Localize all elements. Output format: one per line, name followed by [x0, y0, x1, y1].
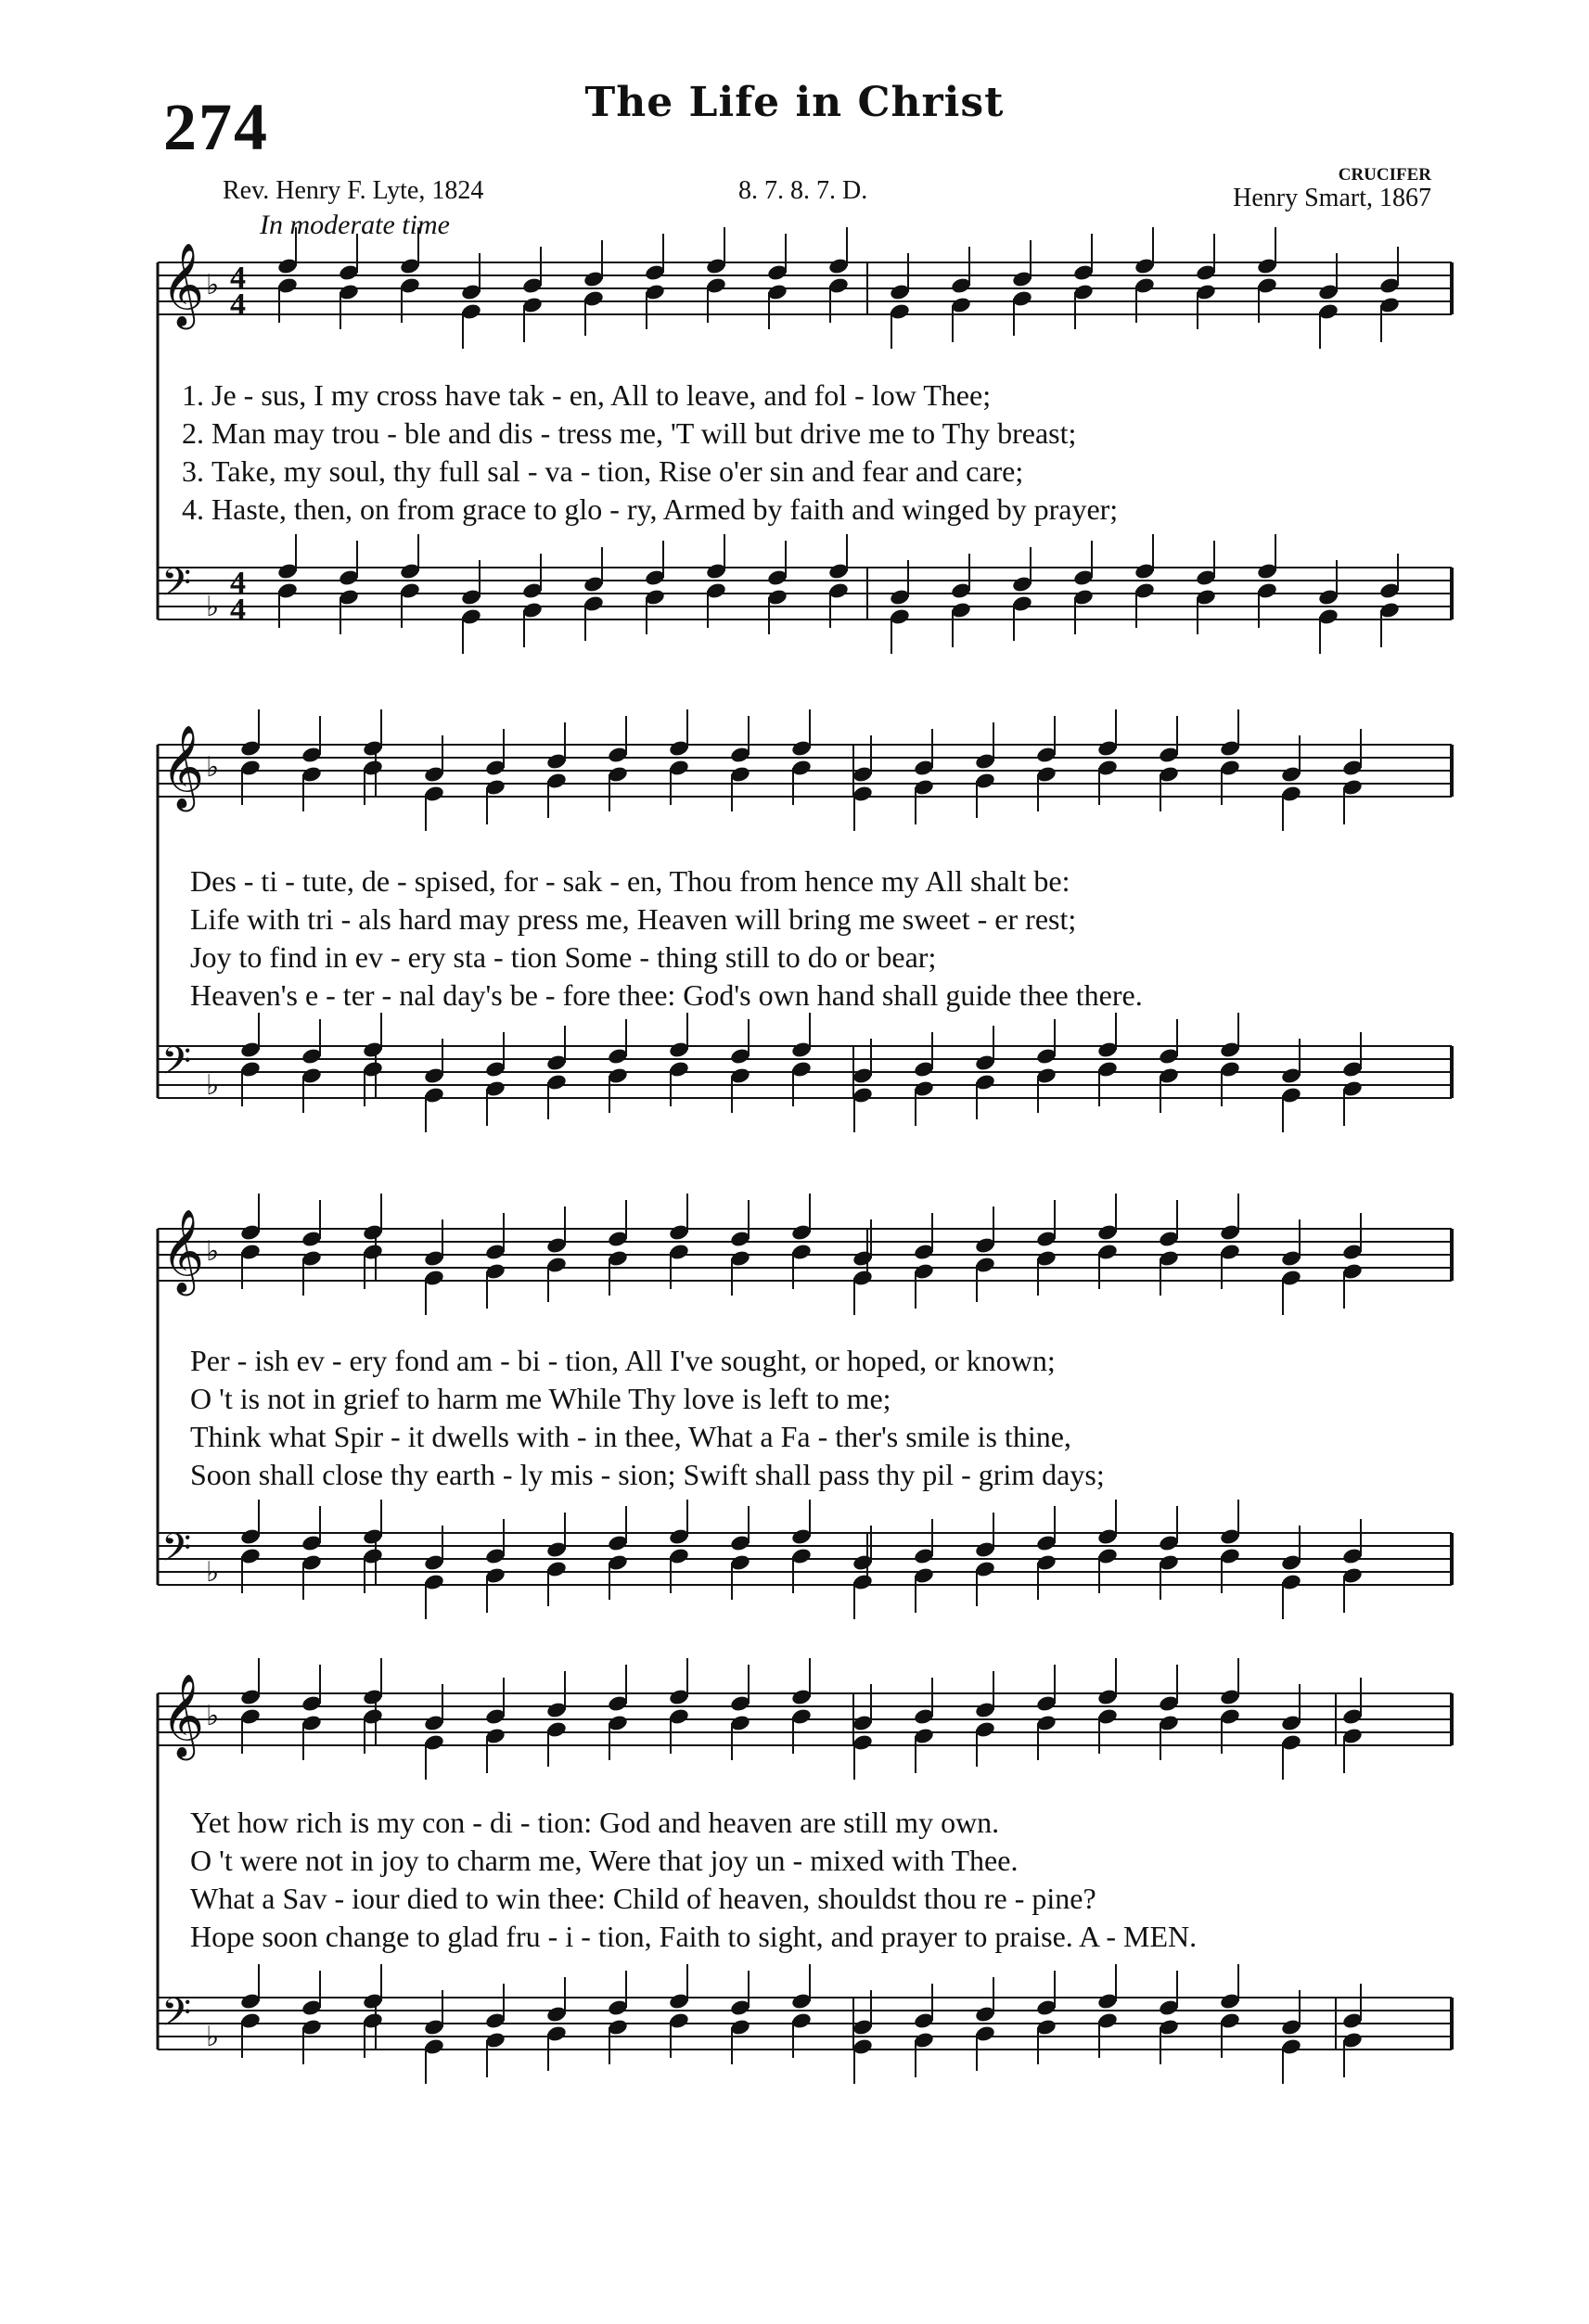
- text-author: Rev. Henry F. Lyte, 1824: [223, 176, 484, 205]
- flat-icon: ♭: [206, 751, 220, 784]
- lyric-text: What a Sav - iour died to win thee: Child of heaven, shouldst thou re - pine?: [190, 1882, 1096, 1915]
- section-title: The Life in Christ: [584, 79, 1005, 126]
- lyric-line: [167, 416, 1076, 451]
- lyric-line: [190, 902, 1076, 937]
- lyric-text: Haste, then, on from grace to glo - ry, Armed by faith and winged by prayer;: [211, 492, 1119, 526]
- lyric-line: [190, 940, 936, 975]
- flat-icon: ♭: [206, 269, 220, 301]
- lyric-text: O 't is not in grief to harm me While Thy love is left to me;: [190, 1382, 891, 1415]
- lyric-line: [190, 864, 1070, 899]
- composer: Henry Smart, 1867: [1233, 184, 1431, 212]
- treble-clef-icon: 𝄞: [161, 1674, 205, 1757]
- lyric-text: O 't were not in joy to charm me, Were that joy un - mixed with Thee.: [190, 1844, 1019, 1877]
- treble-clef-icon: 𝄞: [161, 243, 205, 326]
- lyric-text: Soon shall close thy earth - ly mis - sion; Swift shall pass thy pil - grim days;: [190, 1458, 1105, 1491]
- lyric-text: Life with tri - als hard may press me, Heaven will bring me sweet - er rest;: [190, 902, 1077, 936]
- flat-icon: ♭: [206, 591, 220, 623]
- bass-clef-icon: 𝄢: [161, 560, 192, 614]
- flat-icon: ♭: [206, 2021, 220, 2053]
- time-signature-top: 4: [230, 566, 246, 600]
- lyric-text: Hope soon change to glad fru - i - tion, Faith to sight, and prayer to praise. A - MEN.: [190, 1920, 1198, 1953]
- lyric-text: Je - sus, I my cross have tak - en, All to leave, and fol - low Thee;: [211, 378, 992, 412]
- lyric-line: [190, 1344, 1056, 1378]
- lyric-text: Per - ish ev - ery fond am - bi - tion, All I've sought, or hoped, or known;: [190, 1344, 1056, 1377]
- lyric-line: [190, 1844, 1018, 1878]
- bass-clef-icon: 𝄢: [161, 1526, 192, 1579]
- bass-clef-icon: 𝄢: [161, 1039, 192, 1092]
- lyric-line: [167, 492, 1118, 527]
- verse-number: 3.: [182, 454, 204, 488]
- meter: 8. 7. 8. 7. D.: [738, 176, 868, 205]
- lyric-text: Des - ti - tute, de - spised, for - sak - en, Thou from hence my All shalt be:: [190, 864, 1070, 898]
- hymn-number: 274: [163, 90, 269, 164]
- verse-number: 2.: [182, 416, 204, 450]
- verse-number: 1.: [182, 378, 204, 412]
- lyric-line: [190, 978, 1143, 1013]
- lyric-line: [190, 1382, 891, 1416]
- time-signature-bottom: 4: [230, 593, 246, 627]
- time-signature-top: 4: [230, 261, 246, 295]
- lyric-line: [167, 378, 991, 413]
- lyric-line: [190, 1420, 1071, 1454]
- tempo-marking: In moderate time: [260, 210, 450, 240]
- flat-icon: ♭: [206, 1556, 220, 1589]
- lyric-line: [190, 1806, 999, 1840]
- lyric-text: Heaven's e - ter - nal day's be - fore thee: God's own hand shall guide thee there.: [190, 978, 1143, 1012]
- flat-icon: ♭: [206, 1069, 220, 1102]
- treble-clef-icon: 𝄞: [161, 1209, 205, 1293]
- lyric-line: [167, 454, 1023, 489]
- lyric-text: Take, my soul, thy full sal - va - tion, Rise o'er sin and fear and care;: [211, 454, 1024, 488]
- lyric-text: Man may trou - ble and dis - tress me, 'T will but drive me to Thy breast;: [211, 416, 1077, 450]
- lyric-text: Joy to find in ev - ery sta - tion Some - thing still to do or bear;: [190, 940, 937, 974]
- flat-icon: ♭: [206, 1700, 220, 1732]
- treble-clef-icon: 𝄞: [161, 725, 205, 809]
- flat-icon: ♭: [206, 1235, 220, 1268]
- lyric-text: Think what Spir - it dwells with - in thee, What a Fa - ther's smile is thine,: [190, 1420, 1071, 1453]
- tune-name: CRUCIFER: [1338, 165, 1431, 185]
- bass-clef-icon: 𝄢: [161, 1990, 192, 2044]
- lyric-line: [190, 1458, 1105, 1492]
- lyric-text: Yet how rich is my con - di - tion: God and heaven are still my own.: [190, 1806, 1000, 1839]
- lyric-line: [190, 1920, 1197, 1954]
- lyric-line: [190, 1882, 1096, 1916]
- time-signature-bottom: 4: [230, 287, 246, 322]
- verse-number: 4.: [182, 492, 204, 526]
